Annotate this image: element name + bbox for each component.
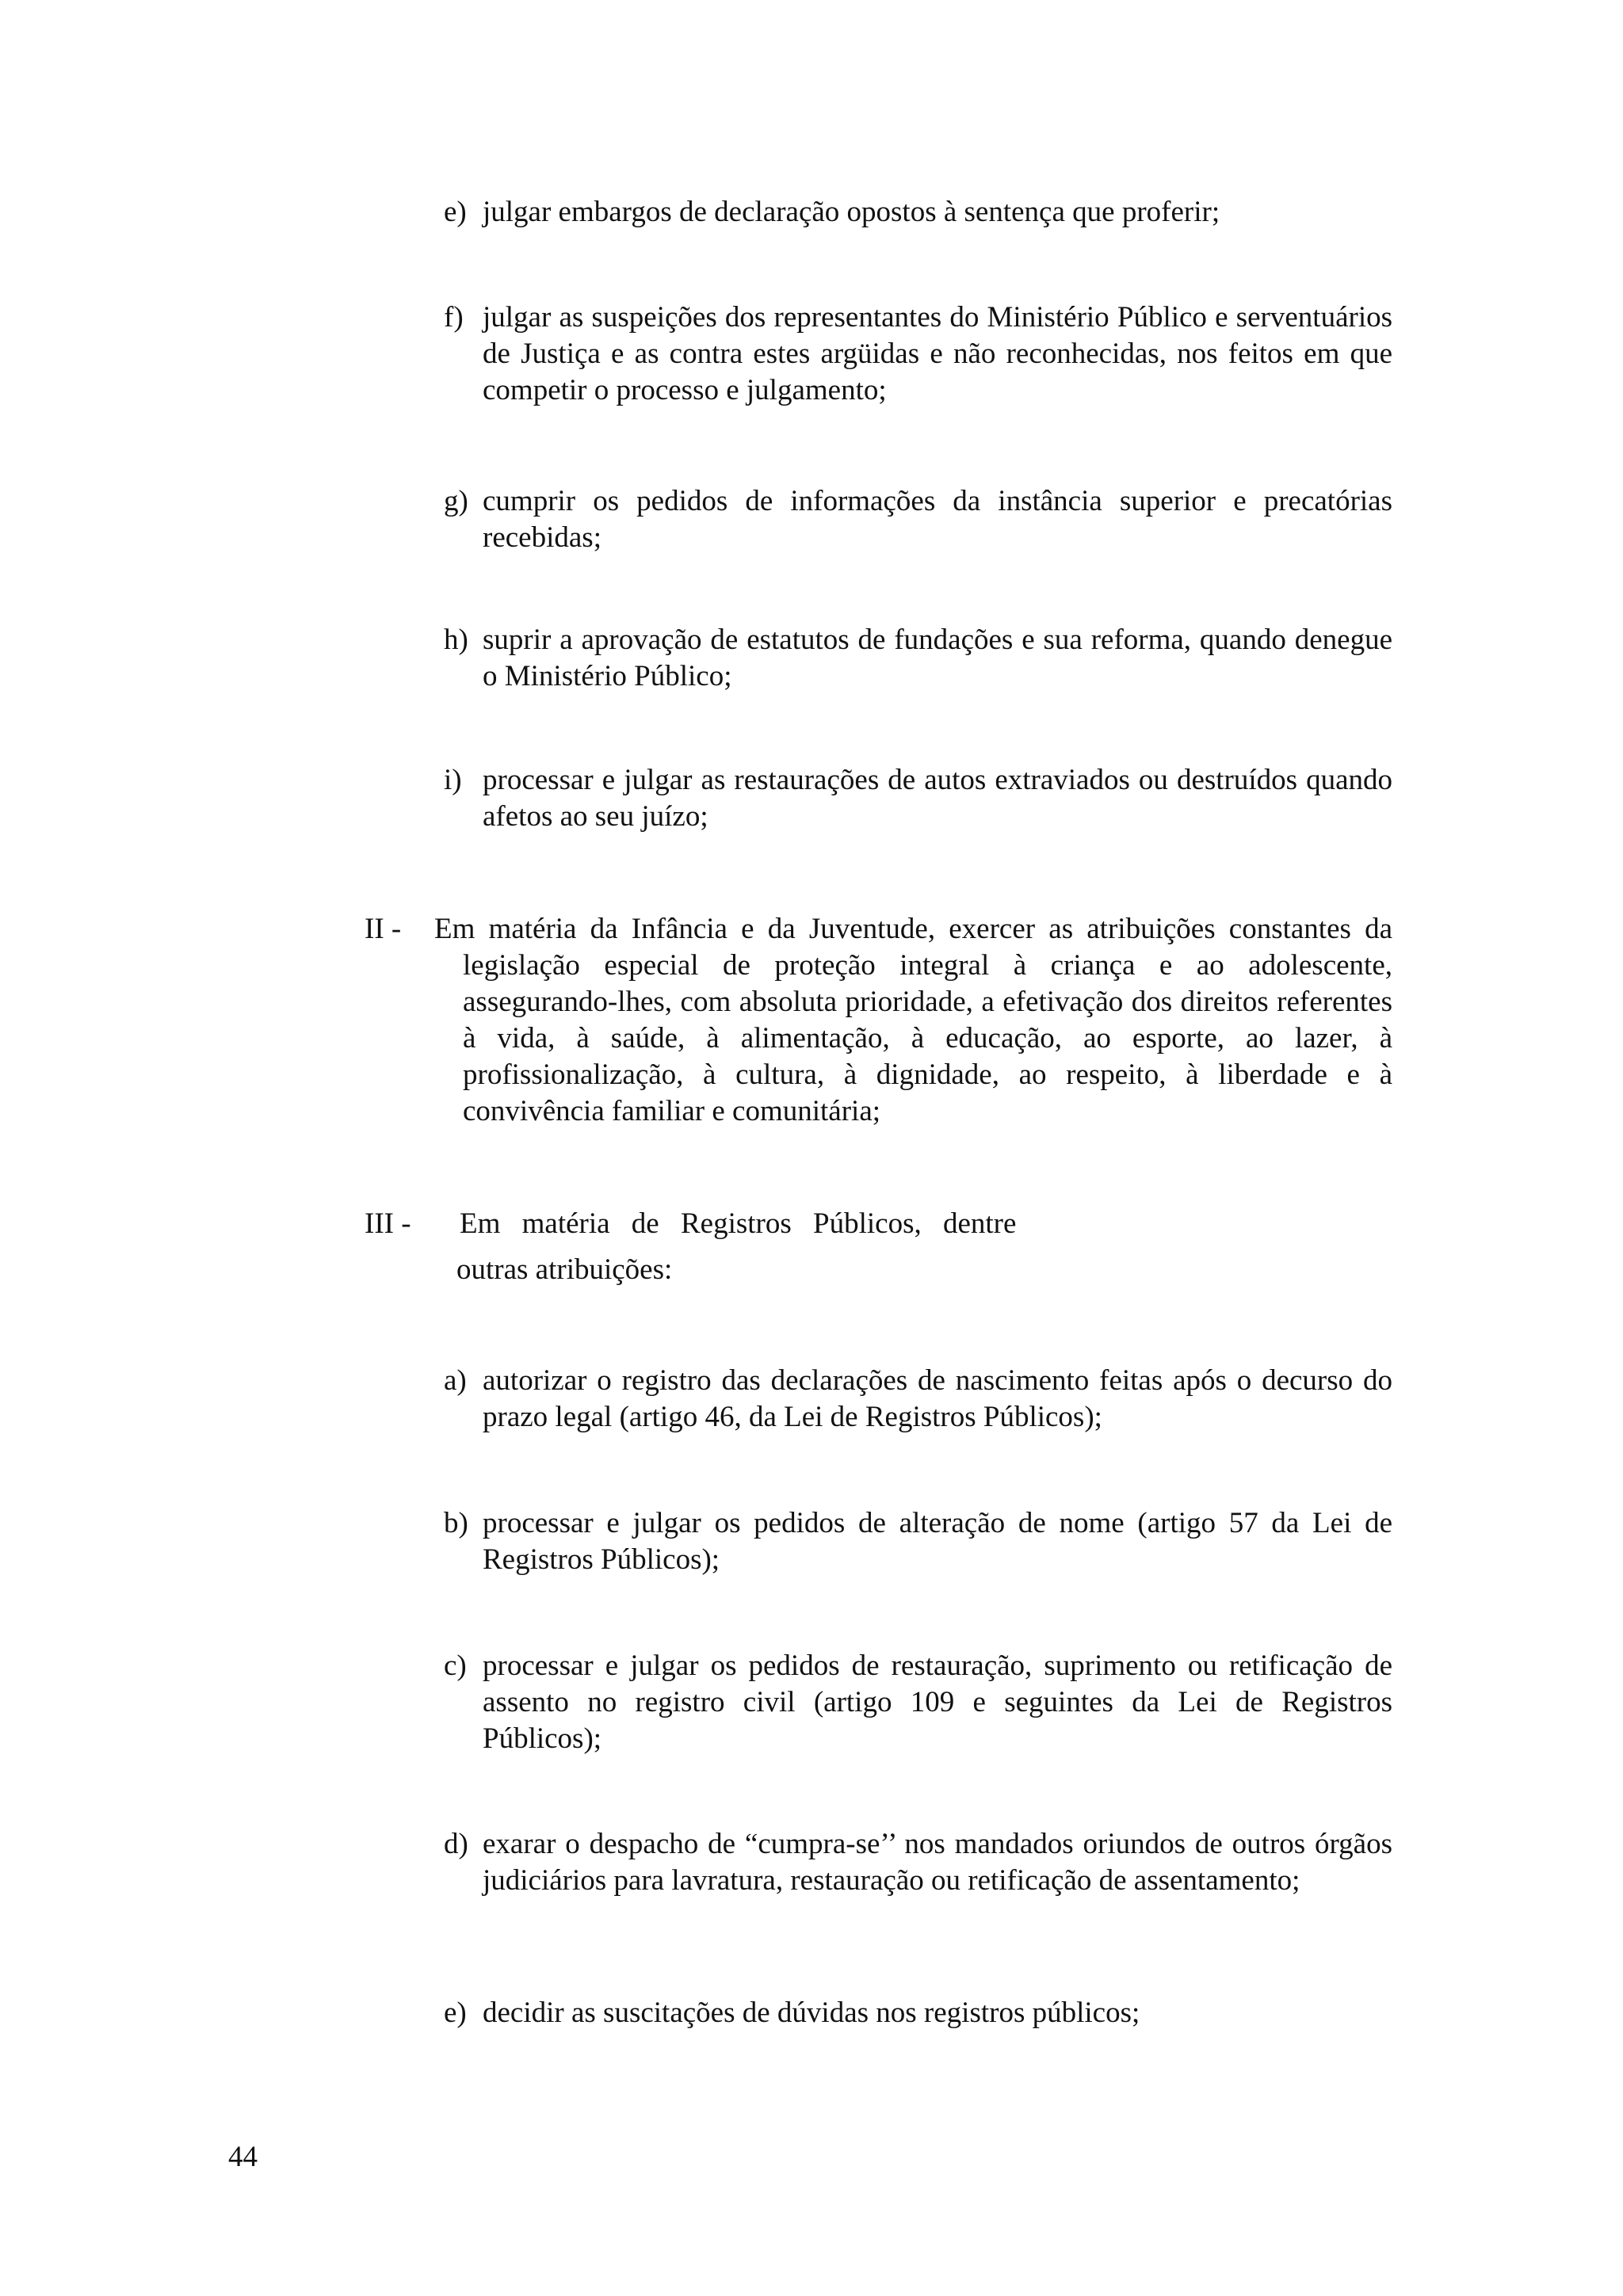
list-item-h bbox=[444, 622, 1392, 695]
item-marker: d) bbox=[444, 1828, 468, 1860]
list-item-a bbox=[444, 1363, 1392, 1436]
section-marker: III - bbox=[365, 1207, 411, 1240]
section-ii bbox=[365, 911, 1392, 1130]
section-heading-line-2: outras atribuições: bbox=[456, 1253, 673, 1286]
item-marker: b) bbox=[444, 1507, 468, 1539]
list-item-b bbox=[444, 1505, 1392, 1578]
list-item-e-bottom bbox=[444, 1995, 1392, 2031]
item-marker: h) bbox=[444, 624, 468, 656]
item-text: processar e julgar os pedidos de alteração de nome (artigo 57 da Lei de Registros Públicos); bbox=[483, 1507, 1392, 1576]
item-text: autorizar o registro das declarações de nascimento feitas após o decurso do prazo legal (artigo 46, da Lei de Registros Públicos); bbox=[483, 1364, 1392, 1433]
list-item-c bbox=[444, 1648, 1392, 1757]
section-heading bbox=[456, 1206, 1392, 1288]
list-item-i bbox=[444, 762, 1392, 835]
section-heading-line-1: Em matéria de Registros Públicos, dentre bbox=[460, 1207, 1017, 1240]
item-marker: e) bbox=[444, 1997, 467, 2029]
item-marker: f) bbox=[444, 301, 464, 334]
item-marker: e) bbox=[444, 196, 467, 228]
item-text: exarar o despacho de “cumpra-se’’ nos mandados oriundos de outros órgãos judiciários para lavratura, restauração ou retificação de assentamento; bbox=[483, 1828, 1392, 1897]
section-text: Em matéria da Infância e da Juventude, exercer as atribuições constantes da legislação especial de proteção integral à criança e ao adolescente, assegurando-lhes, com absoluta prioridade, a efetivação dos direitos referentes à vida, à saúde, à alimentação, à educação, ao esporte, ao lazer, à profissionalização, à cultura, à dignidade, ao respeito, à liberdade e à convivência familiar e comunitária; bbox=[434, 913, 1392, 1127]
list-item-e-top bbox=[444, 194, 1392, 231]
item-text: julgar embargos de declaração opostos à sentença que proferir; bbox=[483, 196, 1220, 228]
item-text: decidir as suscitações de dúvidas nos registros públicos; bbox=[483, 1997, 1140, 2029]
item-marker: a) bbox=[444, 1364, 467, 1397]
section-marker: II - bbox=[365, 913, 402, 945]
item-marker: g) bbox=[444, 485, 468, 517]
list-item-f bbox=[444, 299, 1392, 409]
item-text: cumprir os pedidos de informações da instância superior e precatórias recebidas; bbox=[483, 485, 1392, 554]
item-marker: i) bbox=[444, 764, 462, 796]
section-iii bbox=[365, 1206, 1392, 1288]
item-text: suprir a aprovação de estatutos de fundações e sua reforma, quando denegue o Ministério Público; bbox=[483, 624, 1392, 692]
item-marker: c) bbox=[444, 1650, 467, 1682]
item-text: julgar as suspeições dos representantes do Ministério Público e serventuários de Justiça e as contra estes argüidas e não reconhecidas, nos feitos em que competir o processo e julgamento; bbox=[483, 301, 1392, 406]
item-text: processar e julgar as restaurações de autos extraviados ou destruídos quando afetos ao seu juízo; bbox=[483, 764, 1392, 833]
item-text: processar e julgar os pedidos de restauração, suprimento ou retificação de assento no registro civil (artigo 109 e seguintes da Lei de Registros Públicos); bbox=[483, 1650, 1392, 1755]
list-item-g bbox=[444, 483, 1392, 556]
list-item-d bbox=[444, 1826, 1392, 1899]
page-number: 44 bbox=[228, 2141, 258, 2173]
